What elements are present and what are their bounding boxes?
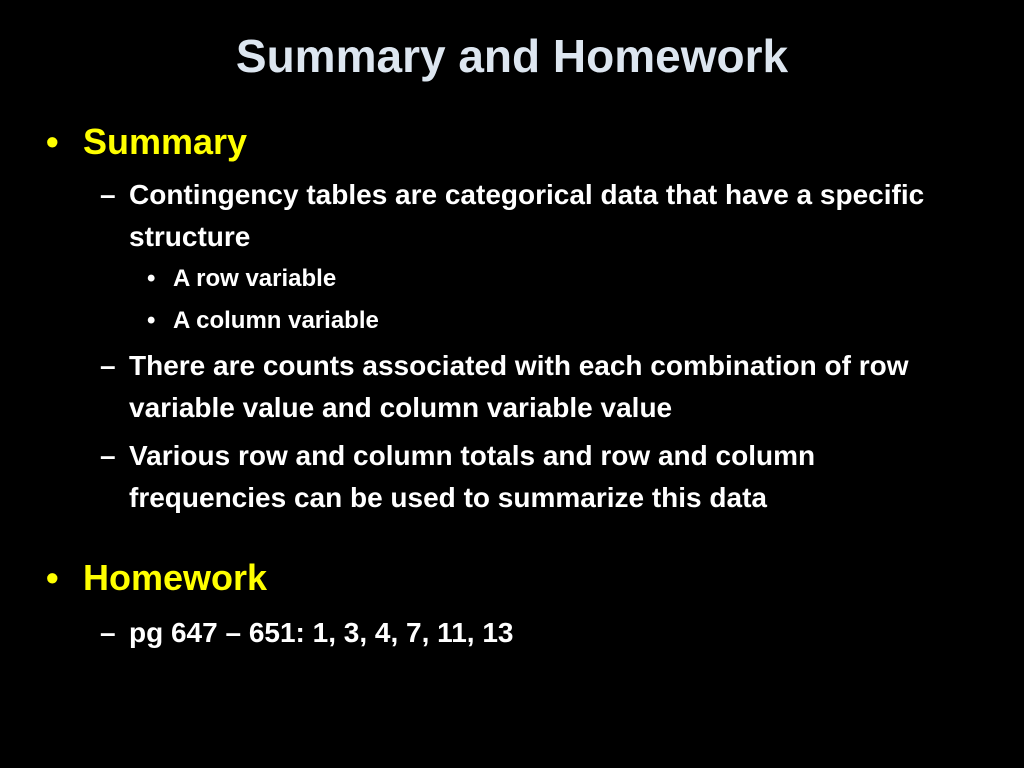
subitem-text: A row variable [173,265,337,292]
homework-item-text: pg 647 – 651: 1, 3, 4, 7, 11, 13 [129,617,514,648]
bullet-icon: • [46,121,59,162]
homework-heading-label: Homework [83,557,268,598]
summary-item-text: There are counts associated with each combination of row variable value and column variable value [129,350,909,423]
bullet-icon: • [147,307,156,334]
slide-title: Summary and Homework [235,30,789,82]
subitem-text: A column variable [173,307,379,334]
summary-item-text: Various row and column totals and row and column frequencies can be used to summarize this data [129,440,816,513]
dash-icon: – [100,350,116,381]
bullet-icon: • [46,557,59,598]
summary-heading-label: Summary [83,121,248,162]
dash-icon: – [100,179,116,210]
summary-item-text: Contingency tables are categorical data that have a specific structure [129,179,925,252]
dash-icon: – [100,440,116,471]
bullet-icon: • [147,265,156,292]
dash-icon: – [100,617,116,648]
